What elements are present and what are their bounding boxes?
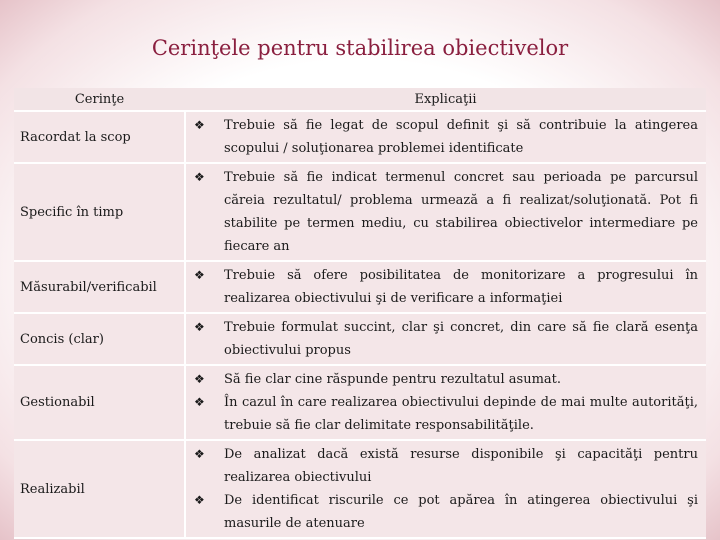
header-explanations: Explicaţii (185, 88, 706, 111)
requirement-explanation (185, 313, 706, 365)
bullet-mark-icon: ❖ (194, 395, 205, 409)
list-item: ❖ Să fie clar cine răspunde pentru rezultatul asumat. (194, 368, 698, 391)
requirement-name: Concis (clar) (14, 313, 185, 365)
table-row (14, 365, 706, 440)
requirement-explanation (185, 440, 706, 538)
bullet-mark-icon: ❖ (194, 493, 205, 507)
requirement-name: Măsurabil/verificabil (14, 261, 185, 313)
list-item: ❖ Trebuie să fie legat de scopul definit şi să contribuie la atingerea scopului / soluţionarea problemei identificate (194, 114, 698, 160)
list-item: ❖ De identificat riscurile ce pot apărea în atingerea obiectivului şi masurile de atenuare (194, 489, 698, 535)
table-header-row (14, 88, 706, 111)
bullet-mark-icon: ❖ (194, 372, 205, 386)
table-row (14, 163, 706, 261)
requirement-explanation (185, 163, 706, 261)
list-item: ❖ Trebuie să ofere posibilitatea de monitorizare a progresului în realizarea obiectivului şi de verificare a informaţiei (194, 264, 698, 310)
table-row (14, 261, 706, 313)
bullet-mark-icon: ❖ (194, 447, 205, 461)
bullet-mark-icon: ❖ (194, 170, 205, 184)
header-requirements: Cerinţe (14, 88, 185, 111)
table-row (14, 313, 706, 365)
bullet-mark-icon: ❖ (194, 320, 205, 334)
requirement-explanation (185, 365, 706, 440)
requirement-explanation (185, 111, 706, 163)
list-item: ❖ Trebuie să fie indicat termenul concret sau perioada pe parcursul căreia rezultatul/ problema urmează a fi realizat/soluţionată. Pot fi stabilite pe termen mediu, cu stabilirea obiectivelor intermediare pe fiecare an (194, 166, 698, 258)
bullet-mark-icon: ❖ (194, 268, 205, 282)
requirement-explanation (185, 261, 706, 313)
table-row (14, 111, 706, 163)
list-item: ❖ De analizat dacă există resurse disponibile şi capacităţi pentru realizarea obiectivului (194, 443, 698, 489)
page-title: Cerinţele pentru stabilirea obiectivelor (151, 36, 569, 60)
table-row (14, 440, 706, 538)
requirement-name: Specific în timp (14, 163, 185, 261)
bullet-mark-icon: ❖ (194, 118, 205, 132)
requirements-table (14, 88, 706, 539)
requirement-name: Racordat la scop (14, 111, 185, 163)
list-item: ❖ Trebuie formulat succint, clar şi concret, din care să fie clară esenţa obiectivului propus (194, 316, 698, 362)
requirement-name: Realizabil (14, 440, 185, 538)
requirement-name: Gestionabil (14, 365, 185, 440)
list-item: ❖ În cazul în care realizarea obiectivului depinde de mai multe autorităţi, trebuie să fie clar delimitate responsabilităţile. (194, 391, 698, 437)
